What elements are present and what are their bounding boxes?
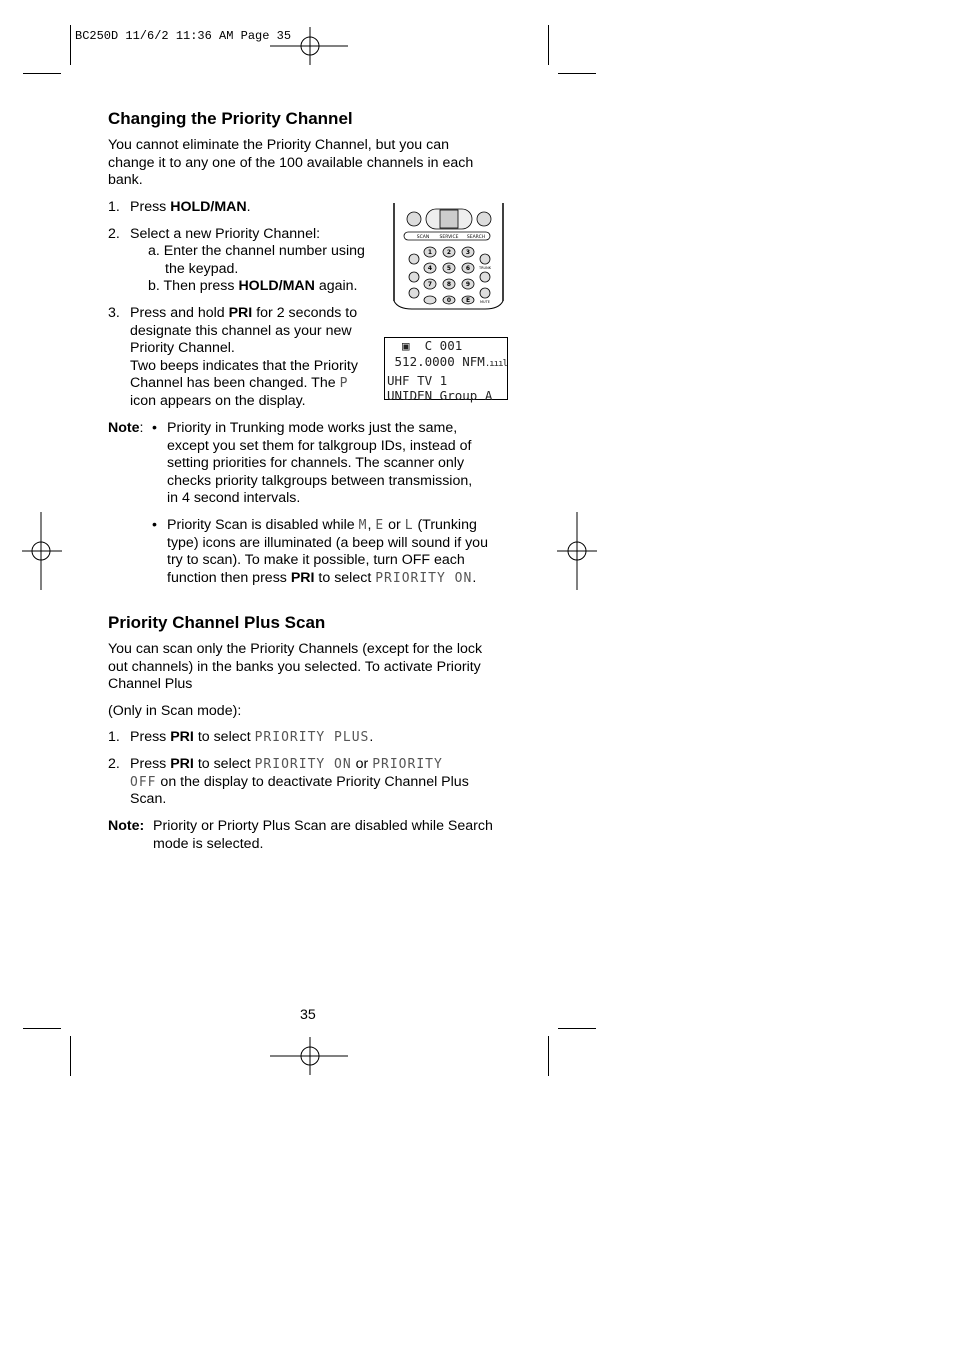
e-icon: E [375,518,385,533]
scanner-keypad-illustration [392,203,505,310]
text-run: (Trunking [413,517,477,533]
crop-mark [548,25,549,65]
intro-paragraph [108,137,473,190]
step-number: 3. [108,305,120,321]
step-1-text [130,199,251,217]
text-run: Press [130,199,171,215]
text-run: . [246,199,251,215]
text-line: except you set them for talkgroup IDs, instead of [167,437,472,454]
text-line [167,570,488,588]
key-name: HOLD/MAN [170,199,247,215]
step-2-text [130,756,469,809]
key-name: HOLD/MAN [238,278,315,295]
lcd-line: UNIDEN Group A [387,388,493,404]
mode-note: (Only in Scan mode): [108,703,242,719]
crop-mark [70,1036,71,1076]
keypad-key-1: 1 [427,249,433,256]
lcd-text: 512.0000 NFM [387,353,485,369]
text-run: or [384,517,405,533]
note-label [108,818,144,836]
text-line: You cannot eliminate the Priority Channel, but you can [108,137,449,153]
text-run: again. [314,278,358,295]
signal-strength-icon: .ıııl [484,358,507,369]
text-line: bank. [108,172,143,189]
text-line: icon appears on the display. [130,392,306,409]
text-run: , [367,517,372,533]
text-line: try to scan). To make it possible, turn OFF each [167,552,465,569]
text-line: Priority in Trunking mode works just the same, [167,420,458,436]
text-run: Channel has been changed. The [130,375,340,392]
print-slug: BC250D 11/6/2 11:36 AM Page 35 [75,29,292,43]
page-number: 35 [300,1007,316,1023]
text-line [167,517,488,535]
text-run: Press [130,756,171,772]
text-line: change it to any one of the 100 available channels in each [108,154,474,171]
keypad-key-8: 8 [446,281,452,288]
key-name: PRI [170,756,194,772]
text-line: setting priorities for channels. The scanner only [167,455,465,472]
text-run: to select [193,729,255,745]
text-run: . [472,569,477,586]
scan-key-label: SCAN [416,235,430,240]
note-word: Note: [108,818,145,834]
registration-mark-icon [22,512,62,590]
text-line: mode is selected. [153,835,264,852]
lcd-line: ▣ C 001 [387,338,463,353]
text-line: You can scan only the Priority Channels (except for the lock [108,641,483,657]
priority-icon: P [339,376,349,392]
crop-mark [23,1028,61,1029]
step-number: 1. [108,199,120,215]
text-line: out channels) in the banks you selected. To activate Priority [108,658,481,675]
bullet-icon: • [152,420,157,436]
key-name: PRI [228,305,253,321]
text-run: function then press [167,569,291,586]
text-run: for 2 seconds to [252,305,358,321]
text-line: Channel Plus [108,676,193,693]
keypad-key-4: 4 [427,265,433,272]
text-run: . [369,729,374,745]
intro-paragraph [108,641,482,694]
keypad-key-5: 5 [446,265,452,272]
text-line: a. Enter the channel number using [148,243,365,259]
step-number: 1. [108,729,120,745]
crop-mark [558,1028,596,1029]
keypad-key-6: 6 [465,265,471,272]
note-word: Note [108,420,140,436]
l-icon: L [404,518,414,533]
note-item-2 [167,517,488,587]
service-key-label: SERVICE [439,235,459,240]
text-line: checks priority talkgroups between transmission, [167,472,473,489]
lcd-message: PRIORITY [372,757,443,772]
lcd-message: PRIORITY PLUS [254,730,370,745]
mute-key-label: MUTE [480,300,490,304]
text-line: Priority or Priorty Plus Scan are disabled while Search [153,818,493,834]
m-icon: M [358,518,368,533]
section-heading: Priority Channel Plus Scan [108,613,326,632]
text-run: to select [314,569,376,586]
crop-mark [548,1036,549,1076]
text-run: or [351,756,373,772]
lcd-display [384,337,508,404]
text-run: Priority Scan is disabled while [167,517,359,533]
note-colon: : [139,420,144,436]
text-line [130,756,469,774]
keypad-key-e: E [465,297,471,304]
keypad-key-0: 0 [446,297,452,304]
note-label [108,420,143,438]
section-heading: Changing the Priority Channel [108,109,353,128]
search-key-label: SEARCH [466,235,486,240]
registration-mark-icon [270,1037,350,1075]
step-2-text: Select a new Priority Channel: [130,226,321,242]
crop-mark [558,73,596,74]
lcd-line [387,354,507,373]
lcd-line: UHF TV 1 [387,372,448,388]
text-line [148,278,365,296]
crop-mark [23,73,61,74]
text-run: Press [130,729,171,745]
step-3-text [130,305,358,411]
keypad-key-9: 9 [465,281,471,288]
lcd-message: OFF [130,774,157,790]
text-run: b. Then press [148,278,239,295]
text-line: in 4 second intervals. [167,490,301,507]
text-line: the keypad. [165,260,239,277]
keypad-key-2: 2 [446,249,452,256]
step-number: 2. [108,756,120,772]
text-line: designate this channel as your new [130,322,352,339]
step-1 [108,199,120,217]
registration-mark-icon [557,512,597,590]
text-line: Two beeps indicates that the Priority [130,357,358,374]
text-run: to select [193,756,255,772]
text-line [130,375,358,393]
step-1-text [130,729,373,747]
note-item-1 [167,420,472,508]
lcd-message: PRIORITY ON [375,570,473,586]
key-name: PRI [170,729,194,745]
key-name: PRI [290,569,315,586]
text-line [130,774,469,792]
text-line: Priority Channel. [130,340,235,357]
step-2-substeps [148,243,365,296]
lcd-message: PRIORITY ON [254,757,352,772]
bullet-icon: • [152,517,157,533]
text-run: Press and hold [130,305,229,321]
trunk-key-label: TRUNK [478,266,492,270]
keypad-key-7: 7 [427,281,433,288]
crop-mark [70,25,71,65]
keypad-key-3: 3 [465,249,471,256]
text-line: type) icons are illuminated (a beep will sound if you [167,534,488,551]
text-line: Scan. [130,791,167,808]
text-line [130,305,358,323]
step-number: 2. [108,226,120,242]
note-text [153,818,493,853]
text-run: on the display to deactivate Priority Channel Plus [156,773,469,790]
